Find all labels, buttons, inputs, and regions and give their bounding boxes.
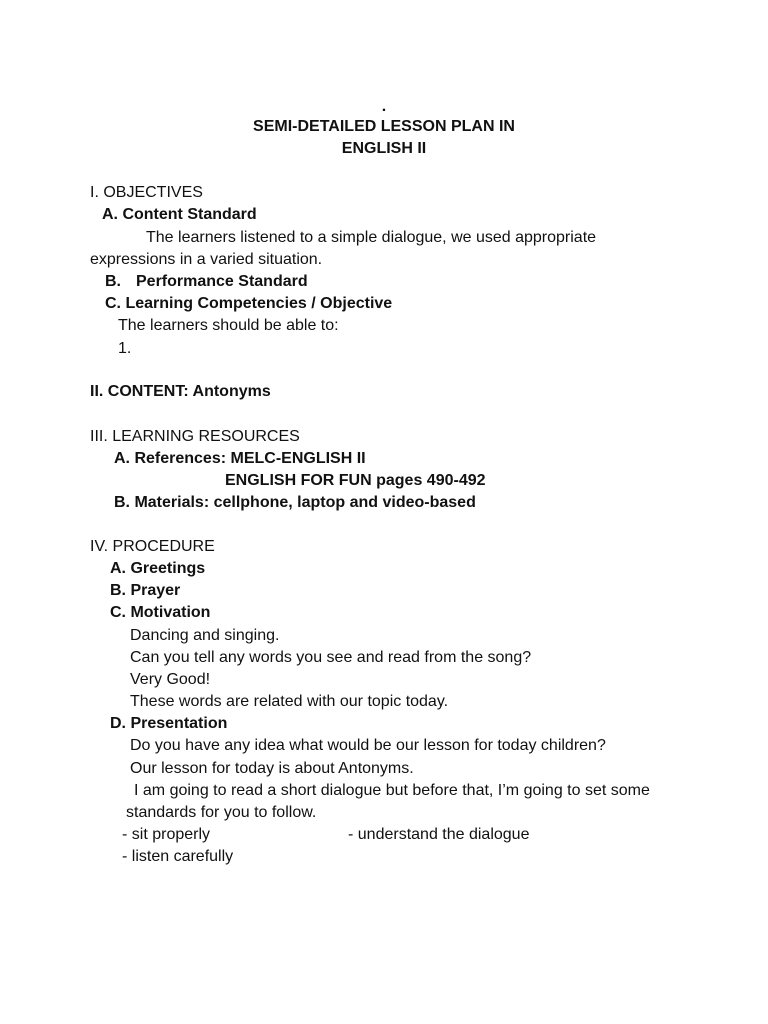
procedure-heading: IV. PROCEDURE <box>90 538 215 555</box>
materials-line: B. Materials: cellphone, laptop and video-based <box>114 494 476 511</box>
performance-standard-label: B. <box>105 273 121 290</box>
standard-item: - sit properly <box>122 826 211 843</box>
title-dot: . <box>381 98 387 115</box>
greetings-heading: A. Greetings <box>110 560 206 577</box>
performance-standard-heading: Performance Standard <box>136 273 308 290</box>
content-standard-heading: A. Content Standard <box>102 206 257 223</box>
standard-item: - listen carefully <box>122 848 234 865</box>
presentation-line: standards for you to follow. <box>126 804 317 821</box>
document-title-line1: SEMI-DETAILED LESSON PLAN IN <box>253 118 515 135</box>
standard-item: - understand the dialogue <box>348 826 530 843</box>
motivation-line: Very Good! <box>130 671 211 688</box>
prayer-heading: B. Prayer <box>110 582 181 599</box>
references-line1: A. References: MELC-ENGLISH II <box>114 450 366 467</box>
references-line2: ENGLISH FOR FUN pages 490-492 <box>225 472 486 489</box>
motivation-heading: C. Motivation <box>110 604 211 621</box>
content-heading: II. CONTENT: Antonyms <box>90 383 271 400</box>
resources-heading: III. LEARNING RESOURCES <box>90 428 300 445</box>
motivation-line: Dancing and singing. <box>130 627 280 644</box>
content-standard-text-line2: expressions in a varied situation. <box>90 251 323 268</box>
presentation-heading: D. Presentation <box>110 715 228 732</box>
presentation-line: I am going to read a short dialogue but before that, I’m going to set some <box>134 782 650 799</box>
content-standard-text-line1: The learners listened to a simple dialogue, we used appropriate <box>146 229 597 246</box>
competencies-item-1: 1. <box>118 340 132 357</box>
motivation-line: Can you tell any words you see and read from the song? <box>130 649 532 666</box>
presentation-line: Our lesson for today is about Antonyms. <box>130 760 414 777</box>
motivation-line: These words are related with our topic today. <box>130 693 449 710</box>
presentation-line: Do you have any idea what would be our lesson for today children? <box>130 737 606 754</box>
competencies-text: The learners should be able to: <box>118 317 339 334</box>
document-title-line2: ENGLISH II <box>341 140 427 157</box>
competencies-heading: C. Learning Competencies / Objective <box>105 295 393 312</box>
objectives-heading: I. OBJECTIVES <box>90 184 203 201</box>
